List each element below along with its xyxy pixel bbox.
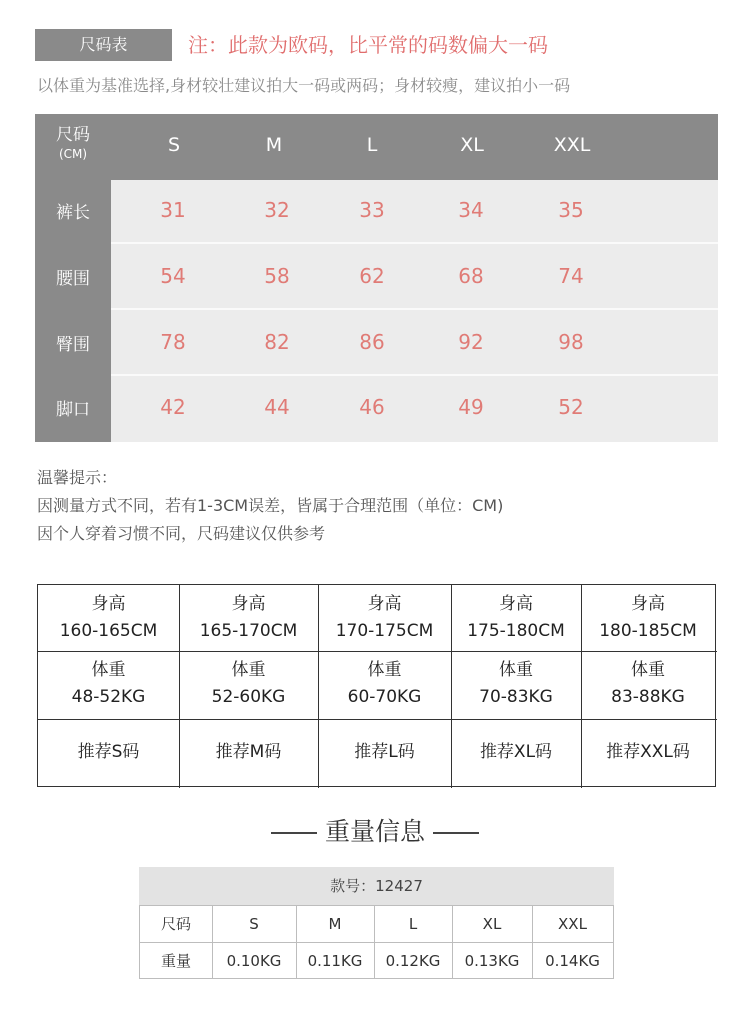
weight-range: 48-52KG [71, 687, 146, 707]
weight-label: 体重 [91, 660, 126, 680]
weight-cell [451, 657, 581, 711]
decorative-dash [433, 832, 479, 834]
size-note: 注：此款为欧码，比平常的码数偏大一码 [188, 33, 548, 57]
weight-cell [38, 657, 179, 711]
recommended-size: 推荐S码 [77, 742, 140, 762]
weight-label: 体重 [231, 660, 266, 680]
decorative-dash [271, 832, 317, 834]
table-cell: M [328, 915, 342, 933]
weight-label: 体重 [499, 660, 533, 680]
weight-row-label: 重量 [160, 952, 191, 970]
recommended-size: 推荐L码 [354, 742, 415, 762]
table-cell: 31 [160, 198, 186, 222]
table-cell: 0.12KG [385, 952, 441, 970]
table-cell: 32 [264, 198, 290, 222]
height-label: 身高 [631, 594, 665, 614]
table-cell: 68 [458, 264, 484, 288]
height-cell [581, 591, 715, 645]
table-cell: 78 [160, 330, 186, 354]
height-label: 身高 [91, 594, 126, 614]
height-cell [38, 591, 179, 645]
weight-cell [318, 657, 451, 711]
table-cell: 0.14KG [545, 952, 600, 970]
height-cell [179, 591, 318, 645]
row-label-waist: 腰围 [35, 264, 111, 289]
row-label-hem: 脚口 [35, 395, 111, 420]
height-cell [451, 591, 581, 645]
table-cell: 0.10KG [226, 952, 282, 970]
table-cell: 86 [359, 330, 385, 354]
table-cell: 58 [264, 264, 290, 288]
table-cell: 82 [264, 330, 290, 354]
table-cell: 42 [160, 395, 186, 419]
table-cell: 92 [458, 330, 484, 354]
table-cell: 33 [359, 198, 385, 222]
recommended-size: 推荐M码 [215, 742, 282, 762]
table-cell: 35 [558, 198, 584, 222]
size-table [35, 114, 718, 442]
table-cell: 0.11KG [307, 952, 363, 970]
recommended-size: 推荐XL码 [479, 742, 553, 762]
size-corner-unit: (CM) [58, 147, 88, 161]
size-header-l: L [366, 134, 378, 156]
row-label-hip: 臀围 [35, 330, 111, 355]
height-label: 身高 [499, 594, 533, 614]
weight-label: 体重 [367, 660, 402, 680]
tips-title: 温馨提示： [37, 468, 118, 487]
height-range: 165-170CM [199, 621, 298, 641]
weight-cell [581, 657, 715, 711]
height-cell [318, 591, 451, 645]
row-divider [111, 374, 718, 376]
size-header-m: M [265, 134, 283, 156]
table-cell: 49 [458, 395, 484, 419]
height-label: 身高 [231, 594, 266, 614]
size-chart-tag: 尺码表 [35, 29, 172, 61]
row-divider [111, 242, 718, 244]
tips-line-1: 因测量方式不同，若有1-3CM误差，皆属于合理范围（单位：CM) [37, 496, 504, 515]
table-cell: 34 [458, 198, 484, 222]
weight-grid [139, 905, 614, 979]
weight-table [139, 867, 614, 979]
table-cell: L [408, 915, 418, 933]
height-label: 身高 [367, 594, 402, 614]
size-header-s: S [167, 134, 181, 156]
table-cell: 54 [160, 264, 186, 288]
weight-range: 52-60KG [211, 687, 286, 707]
size-recommendation-grid [37, 584, 716, 787]
weight-info-title: 重量信息 [324, 817, 425, 846]
size-corner-label [35, 124, 111, 162]
height-range: 180-185CM [599, 621, 697, 641]
model-number: 款号：12427 [139, 867, 614, 905]
table-cell: 44 [264, 395, 290, 419]
table-cell: 74 [558, 264, 584, 288]
weight-range: 60-70KG [347, 687, 422, 707]
size-corner-title: 尺码 [56, 125, 90, 145]
weight-label: 体重 [631, 660, 665, 680]
size-table-header [35, 114, 718, 180]
grid-line [38, 719, 717, 720]
tips-line-2: 因个人穿着习惯不同，尺码建议仅供参考 [37, 524, 326, 543]
height-range: 170-175CM [335, 621, 434, 641]
size-row-label: 尺码 [160, 915, 191, 933]
size-advice: 以体重为基准选择,身材较壮建议拍大一码或两码；身材较瘦，建议拍小一码 [37, 76, 571, 95]
weight-range: 70-83KG [479, 687, 553, 707]
height-range: 160-165CM [59, 621, 158, 641]
table-cell: 0.13KG [464, 952, 520, 970]
recommended-size: 推荐XXL码 [606, 742, 690, 762]
table-cell: S [249, 915, 259, 933]
table-cell: XL [482, 915, 502, 933]
weight-info-heading [0, 812, 750, 848]
row-label-length: 裤长 [35, 198, 111, 223]
size-header-xl: XL [460, 134, 484, 156]
weight-range: 83-88KG [611, 687, 685, 707]
table-cell: XXL [558, 915, 587, 933]
table-cell: 98 [558, 330, 584, 354]
row-divider [111, 308, 718, 310]
weight-cell [179, 657, 318, 711]
size-header-xxl: XXL [553, 134, 591, 156]
table-cell: 46 [359, 395, 385, 419]
grid-line [38, 651, 717, 652]
table-cell: 62 [359, 264, 385, 288]
table-cell: 52 [558, 395, 584, 419]
height-range: 175-180CM [467, 621, 565, 641]
